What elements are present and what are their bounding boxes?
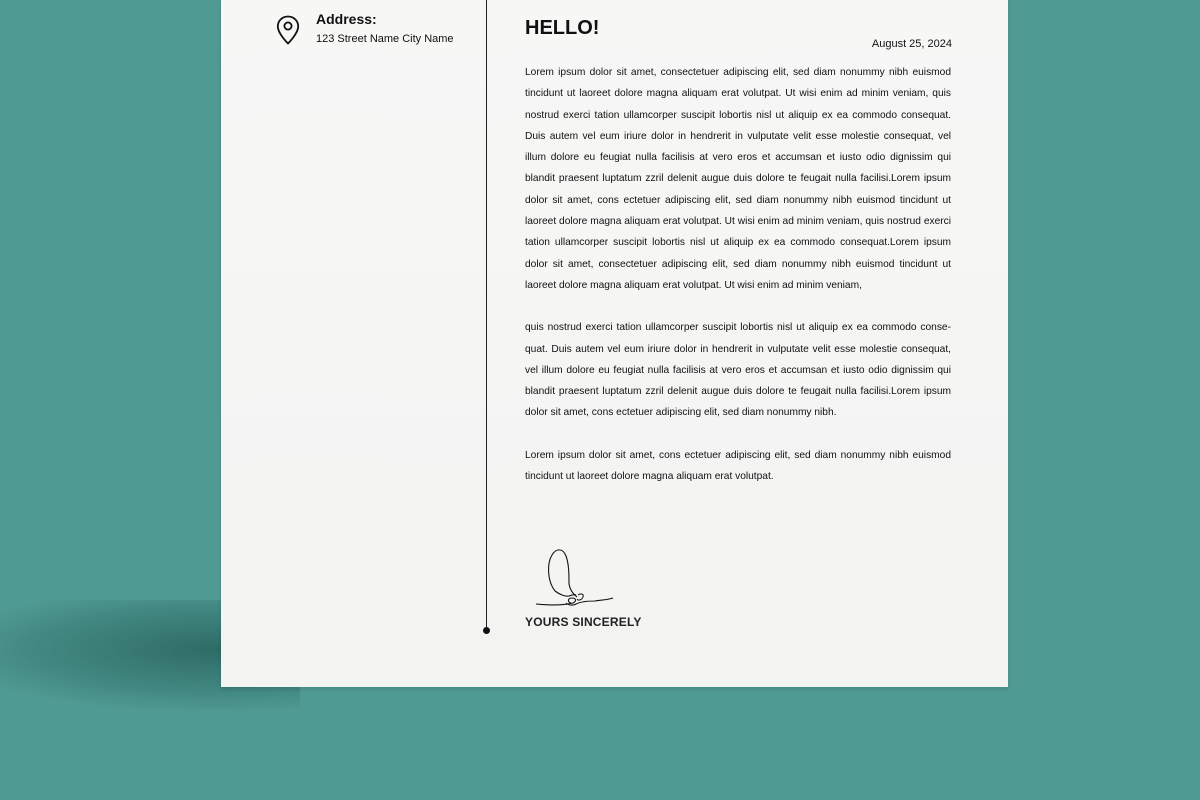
signature xyxy=(533,545,617,611)
map-pin-icon xyxy=(276,15,300,45)
letter-date: August 25, 2024 xyxy=(871,38,952,50)
greeting-heading: HELLO! xyxy=(525,17,600,39)
divider-end-dot xyxy=(483,627,490,634)
vertical-divider xyxy=(486,0,487,630)
address-label: Address: xyxy=(316,11,377,27)
letter-body xyxy=(525,62,951,508)
body-paragraph: quis nostrud exerci tation ullamcorper suscipit lobortis nisl ut aliquip ex ea commodo conse-quat. Duis autem vel eum iriure dolor in hendrerit in vulputate velit esse molestie consequat, vel illum dolore eu feugiat nulla facilisis at vero eros et accumsan et iusto odio dignissim qui blandit praesent luptatum zzril delenit augue duis dolore te feugait nulla facilisi.Lorem ipsum dolor sit amet, cons ectetuer adipiscing elit, sed diam nonummy nibh. xyxy=(525,322,951,419)
closing-line: YOURS SINCERELY xyxy=(525,615,642,629)
address-value: 123 Street Name City Name xyxy=(316,33,454,45)
letterhead-page xyxy=(221,0,1008,687)
body-paragraph: Lorem ipsum dolor sit amet, cons ectetuer adipiscing elit, sed diam nonummy nibh euismod tincidunt ut laoreet dolore magna aliquam erat volutpat. xyxy=(525,449,951,483)
body-paragraph: Lorem ipsum dolor sit amet, consectetuer adipiscing elit, sed diam nonummy nibh euismod tincidunt ut laoreet dolore magna aliquam erat volutpat. Ut wisi enim ad minim veniam, quis nostrud exerci tation ullamcorper suscipit lobortis nisl ut aliquip ex ea commodo consequat. Duis autem vel eum iriure dolor in hendrerit in vulputate velit esse molestie consequat, vel illum dolore eu feugiat nulla facilisis at vero eros et accumsan et iusto odio dignissim qui blandit praesent luptatum zzril delenit augue duis dolore te feugait nulla facilisi.Lorem ipsum dolor sit amet, cons ectetuer adipiscing elit, sed diam nonummy nibh euismod tincidunt ut laoreet dolore magna aliquam erat volutpat. Ut wisi enim ad minim veniam, quis nostrud exerci tation ullamcorper suscipit lobortis nisl ut aliquip ex ea commodo consequat.Lorem ipsum dolor sit amet, consectetuer adipiscing elit, sed diam nonummy nibh euismod tincidunt ut laoreet dolore magna aliquam erat volutpat. Ut wisi enim ad minim veniam, xyxy=(525,67,951,291)
